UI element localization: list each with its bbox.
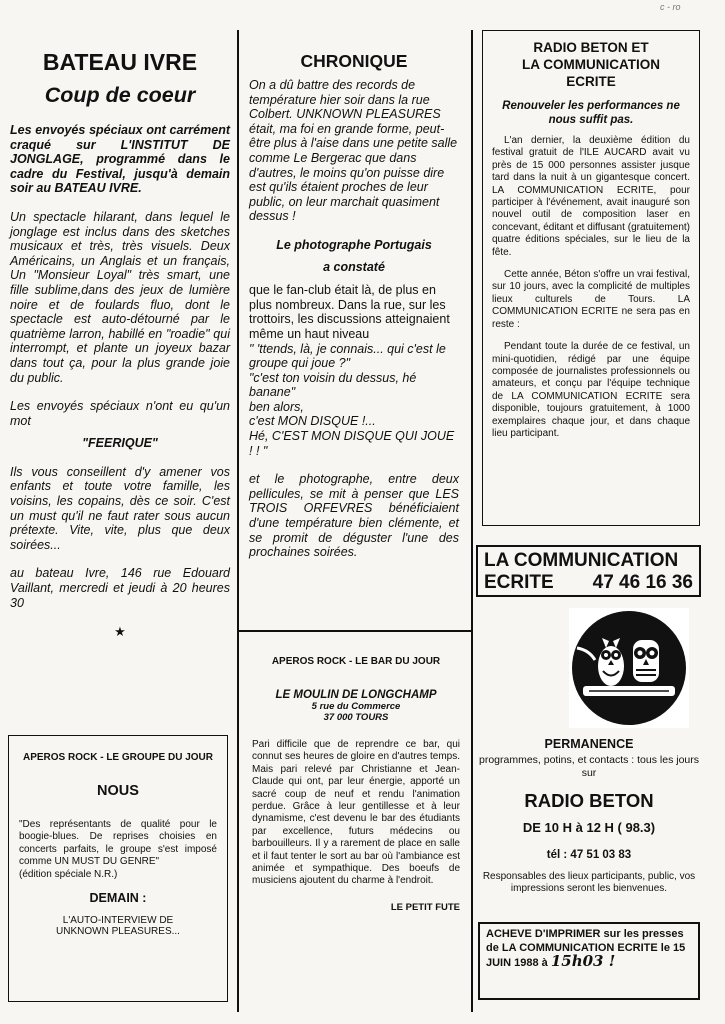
permanence-intro: programmes, potins, et contacts : tous les jours sur xyxy=(478,754,699,779)
ad-line-1: LA COMMUNICATION xyxy=(484,550,679,571)
communication-ecrite-ad xyxy=(476,545,701,597)
chronique-title: CHRONIQUE xyxy=(300,51,408,71)
dialogue-line-1: " 'ttends, là, je connais... qui c'est le groupe qui joue ?" xyxy=(249,341,446,371)
print-handwritten-time: 15h03 ! xyxy=(550,952,616,970)
chronique-para-1: On a dû battre des records de température hier soir dans la rue Colbert. UNKNOWN PLEASURES était, ma foi en grande forme, peut-être plus à l'aise dans une petite salle comme Le Bergerac que dans d'autres, le moins qu'on puisse dire est qu'ils étaient proches de leur public, on leur marchait quasiment dessus ! xyxy=(249,78,458,224)
permanence-title: PERMANENCE xyxy=(544,737,634,751)
column-divider-right xyxy=(471,30,473,1012)
radio-beton-title-3: ECRITE xyxy=(566,74,616,89)
permanence-tel: tél : 47 51 03 83 xyxy=(546,849,632,861)
dialogue-line-3: ben alors, xyxy=(249,399,304,414)
bar-du-jour-article xyxy=(252,656,460,913)
feerique-word: "FEERIQUE" xyxy=(82,436,158,451)
owl-logo xyxy=(569,608,689,728)
chronique-article xyxy=(249,50,459,560)
column-divider-left xyxy=(237,30,239,1012)
radio-beton-box xyxy=(482,30,700,526)
ad-ecrite: ECRITE xyxy=(484,572,554,593)
bateau-ivre-intro: Les envoyés spéciaux ont carrément craqué sur L'INSTITUT DE JONGLAGE, programmé dans le cadre du Festival, jusqu'à demain soir au BATEAU IVRE. xyxy=(10,123,230,196)
groupe-du-jour-box xyxy=(8,735,228,1002)
bar-address-2: 37 000 TOURS xyxy=(323,712,389,723)
bar-address-1: 5 rue du Commerce xyxy=(311,701,401,712)
bateau-ivre-article xyxy=(10,48,230,640)
bar-name: LE MOULIN DE LONGCHAMP xyxy=(275,689,437,701)
radio-beton-para-2: Cette année, Béton s'offre un vrai festival, sur 10 jours, avec la complicité de multiples lieux culturels de Tours. LA COMMUNICATION ECRITE ne sera pas en reste : xyxy=(492,269,690,330)
ad-phone: 47 46 16 36 xyxy=(592,572,693,593)
chronique-para-3: et le photographe, entre deux pellicules, se mit à penser que LES TROIS ORFEVRES bénéficiaient d'une température bien clémente, et se promit de déguster l'une des prochaines soirées. xyxy=(249,472,459,560)
radio-beton-para-1: L'an dernier, la deuxième édition du festival gratuit de l'ILE AUCARD avait vu près de 15 000 personnes assister jusque tard dans la nuit à un gigantesque concert. LA COMMUNICATION ECRITE, pour participer à l'événement, avait inauguré son nouvel outil de composition laser en concevant, éditant et diffusant (gratuitement) quatre éditions spéciales, sur le lieu de la fête. xyxy=(492,135,690,258)
bateau-ivre-para-1: Un spectacle hilarant, dans lequel le jonglage est inclus dans des sketches musicaux et très, très visuels. Deux Américains, un Anglais et un français, Un "Monsieur Loyal" très smart, une fille sublime,dans des jeux de lumière noire et de foulards fluo, dont le spectacle est auto-détourné par le quatrième larron, habillé en "roadie" qui interrompt, et plante un joyeux bazar dans tout ça, pour la plus grande joie du public. xyxy=(10,209,230,385)
bateau-ivre-para-2: Les envoyés spéciaux n'ont eu qu'un mot xyxy=(10,399,230,428)
groupe-credit: (édition spéciale N.R.) xyxy=(19,868,118,880)
permanence-hours: DE 10 H à 12 H ( 98.3) xyxy=(522,820,656,835)
achevé-d-imprimer-box xyxy=(478,922,700,1000)
photographe-subhead-2: a constaté xyxy=(323,259,385,274)
bateau-ivre-title: BATEAU IVRE xyxy=(42,49,198,75)
radio-beton-title-2: LA COMMUNICATION xyxy=(522,57,660,72)
ad-line-2 xyxy=(484,572,693,594)
bar-kicker: APEROS ROCK - LE BAR DU JOUR xyxy=(271,656,441,667)
groupe-kicker: APEROS ROCK - LE GROUPE DU JOUR xyxy=(22,752,214,763)
radio-beton-para-3: Pendant toute la durée de ce festival, un mini-quotidien, rédigé par une équipe composée de journalistes professionnels ou amateurs, et conçu par l'équipe technique de LA COMMUNICATION ECRITE sera disponible, toujours gratuitement, à 1000 exemplaires chaque jour, et dans chaque lieu participant. xyxy=(492,341,690,439)
bateau-ivre-venue: au bateau Ivre, 146 rue Edouard Vaillant, mercredi et jeudi à 20 heures 30 xyxy=(10,566,230,610)
dialogue-line-4: c'est MON DISQUE !... xyxy=(249,414,376,429)
demain-label: DEMAIN : xyxy=(89,891,147,906)
demain-line-2: UNKNOWN PLEASURES... xyxy=(56,926,180,938)
groupe-name: NOUS xyxy=(97,783,139,799)
permanence-block xyxy=(478,737,700,896)
corner-mark: c - ro xyxy=(660,2,681,12)
radio-beton-name: RADIO BETON xyxy=(524,790,654,811)
photographe-subhead-1: Le photographe Portugais xyxy=(276,237,432,252)
groupe-quote: "Des représentants de qualité pour le boogie-blues. De reprises choisies en concerts parfaits, le groupe s'est imposé comme UN MUST DU GENRE" xyxy=(19,819,217,868)
permanence-footer: Responsables des lieux participants, public, vos impressions seront les bienvenues. xyxy=(482,871,696,895)
petit-fute-signature: LE PETIT FUTE xyxy=(390,901,460,913)
chronique-separator xyxy=(237,630,473,632)
print-text xyxy=(486,928,692,971)
coup-de-coeur-subtitle: Coup de coeur xyxy=(44,83,196,107)
bar-body: Pari difficile que de reprendre ce bar, qui connut ses heures de gloire en d'autres temps. Mais pari relevé par Christianne et Jean-Claude qui ont, par leur énergie, apporté un sacré coup de neuf et rendu l'animation perdue. Grâce à leur gentillesse et à leur dynamisme, c'est devenu le bar des étudiants par excellence, futurs médecins ou barbouilleurs. Il y a rarement de place en salle et il faut tenter le sort au bar où l'ambiance est animée et sympathique. Des boeufs de musiciens ajoutent du charme à l'endroit. xyxy=(252,739,460,887)
chronique-para-2: que le fan-club était là, de plus en plus nombreux. Dans la rue, sur les trottoirs, les discussions atteignaient même un haut niveau xyxy=(249,283,450,341)
print-text-body: ACHEVE D'IMPRIMER sur les presses de LA COMMUNICATION ECRITE le 15 JUIN 1988 à xyxy=(486,928,686,969)
radio-beton-title-1: RADIO BETON ET xyxy=(533,40,649,55)
dialogue-line-5: Hé, C'EST MON DISQUE QUI JOUE ! ! " xyxy=(249,429,455,458)
radio-beton-lead: Renouveler les performances ne nous suffit pas. xyxy=(502,100,680,126)
dialogue-line-2: "c'est ton voisin du dessus, hé banane" xyxy=(249,370,417,400)
demain-line-1: L'AUTO-INTERVIEW DE xyxy=(62,915,174,927)
bateau-ivre-para-3: Ils vous conseillent d'y amener vos enfants et toute votre famille, les voisins, les copains, dès ce soir. C'est un must qu'il ne faut rater sous aucun prétexte. Vite, vite, plus que deux soirées... xyxy=(10,464,230,552)
star-ornament: ★ xyxy=(114,624,126,640)
